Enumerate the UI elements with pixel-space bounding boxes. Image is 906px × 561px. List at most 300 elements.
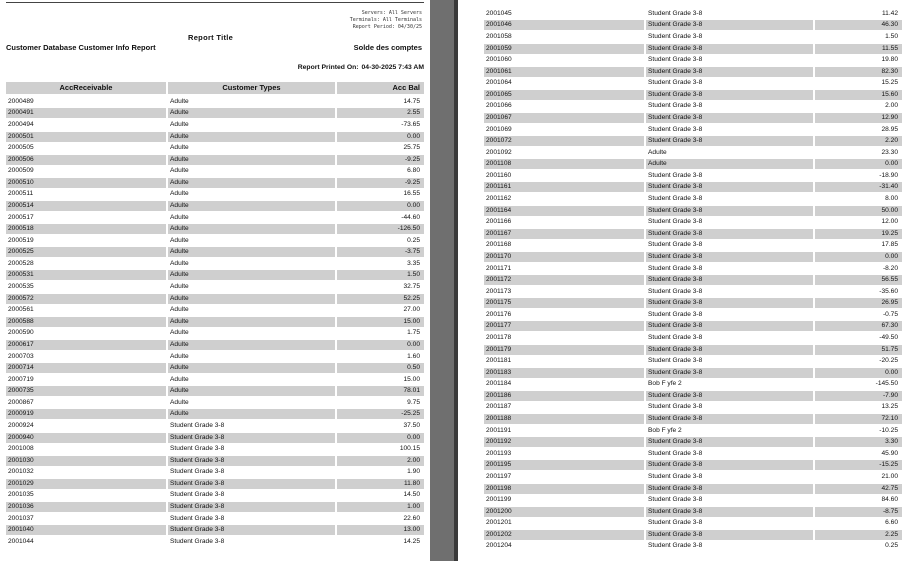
cell-acc-receivable: 2000509 [8,167,34,175]
cell-acc-balance: 17.85 [881,241,898,249]
cell-acc-receivable: 2000514 [6,201,166,211]
table-row [6,142,424,154]
table-row [6,258,424,270]
table-row [6,490,424,502]
table-row [6,200,424,212]
table-row [6,235,424,247]
cell-customer-type: Student Grade 3-8 [648,333,703,341]
cell-acc-receivable: 2001184 [486,380,512,388]
table-row [484,240,902,252]
table-row [484,286,902,298]
cell-customer-type: Adulte [170,352,189,360]
table-header [6,82,424,94]
table-row [6,467,424,479]
cell-acc-receivable: 2001187 [486,403,512,411]
cell-acc-receivable: 2000525 [6,247,166,257]
cell-acc-balance: -49.50 [879,333,898,341]
cell-acc-balance: 0.25 [885,542,898,550]
column-header-acc-bal: Acc Bal [337,82,424,94]
cell-acc-balance: 2.55 [337,108,424,118]
table-row [484,228,902,240]
cell-acc-balance: 3.30 [815,437,902,447]
cell-acc-receivable: 2001037 [8,514,34,522]
cell-acc-balance: 2.25 [815,530,902,540]
cell-customer-type: Student Grade 3-8 [646,298,813,308]
cell-acc-balance: 52.25 [337,294,424,304]
cell-customer-type: Adulte [168,363,335,373]
cell-acc-balance: -73.65 [401,120,420,128]
cell-acc-receivable: 2001197 [486,472,512,480]
cell-acc-receivable: 2001035 [8,491,34,499]
cell-acc-balance: 50.00 [815,206,902,216]
cell-acc-receivable: 2000528 [8,259,34,267]
cell-customer-type: Student Grade 3-8 [646,414,813,424]
table-body-right [484,8,902,552]
cell-customer-type: Adulte [168,247,335,257]
cell-customer-type: Student Grade 3-8 [648,264,703,272]
cell-acc-balance: 25.75 [403,144,420,152]
cell-acc-balance: 0.25 [407,236,420,244]
table-row [484,43,902,55]
table-row [6,304,424,316]
cell-acc-receivable: 2001186 [484,391,644,401]
table-row [484,541,902,553]
table-row [484,517,902,529]
table-row [484,193,902,205]
cell-acc-receivable: 2001167 [484,229,644,239]
cell-acc-receivable: 2001030 [6,456,166,466]
cell-acc-receivable: 2000518 [6,224,166,234]
cell-customer-type: Adulte [168,201,335,211]
cell-customer-type: Student Grade 3-8 [646,437,813,447]
cell-acc-receivable: 2001181 [486,357,512,365]
cell-customer-type: Student Grade 3-8 [648,125,703,133]
table-body-left [6,96,424,548]
cell-customer-type: Student Grade 3-8 [646,484,813,494]
cell-customer-type: Student Grade 3-8 [646,67,813,77]
cell-acc-balance: 6.80 [407,167,420,175]
cell-acc-receivable: 2000735 [6,386,166,396]
cell-acc-balance: 1.60 [407,352,420,360]
table-row [484,297,902,309]
cell-customer-type: Student Grade 3-8 [646,275,813,285]
cell-acc-receivable: 2000588 [6,317,166,327]
table-row [484,77,902,89]
table-row [6,281,424,293]
cell-acc-balance: 28.95 [881,125,898,133]
table-row [6,501,424,513]
cell-acc-receivable: 2001045 [486,9,512,17]
cell-acc-balance: 27.00 [403,306,420,314]
table-row [484,529,902,541]
cell-acc-receivable: 2000510 [6,178,166,188]
cell-acc-balance: -126.50 [337,224,424,234]
table-row [484,506,902,518]
cell-acc-receivable: 2000714 [6,363,166,373]
cell-acc-balance: 9.75 [407,398,420,406]
table-row [484,321,902,333]
cell-customer-type: Student Grade 3-8 [168,502,335,512]
cell-customer-type: Student Grade 3-8 [648,32,703,40]
cell-acc-balance: 15.00 [337,317,424,327]
cell-acc-balance: 14.75 [403,97,420,105]
cell-acc-receivable: 2000519 [8,236,34,244]
table-row [6,131,424,143]
table-row [484,494,902,506]
meta-terminals: Terminals: All Terminals [349,17,422,23]
cell-acc-receivable: 2000590 [8,329,34,337]
cell-acc-balance: 19.25 [815,229,902,239]
cell-acc-balance: 1.50 [337,270,424,280]
cell-acc-receivable: 2000719 [8,375,34,383]
cell-acc-receivable: 2001067 [484,113,644,123]
cell-acc-balance: 1.90 [407,468,420,476]
cell-customer-type: Student Grade 3-8 [648,357,703,365]
cell-customer-type: Student Grade 3-8 [168,479,335,489]
cell-customer-type: Student Grade 3-8 [168,456,335,466]
cell-customer-type: Student Grade 3-8 [646,507,813,517]
cell-customer-type: Student Grade 3-8 [648,195,703,203]
cell-acc-receivable: 2000940 [6,433,166,443]
cell-acc-receivable: 2000494 [8,120,34,128]
cell-acc-receivable: 2000924 [8,421,34,429]
cell-acc-balance: -31.40 [815,182,902,192]
cell-customer-type: Adulte [170,144,189,152]
cell-acc-receivable: 2001066 [486,102,512,110]
cell-acc-receivable: 2001029 [6,479,166,489]
cell-acc-balance: 0.00 [815,368,902,378]
cell-acc-balance: 15.60 [815,90,902,100]
cell-acc-receivable: 2001059 [484,44,644,54]
cell-acc-balance: 51.75 [815,345,902,355]
cell-acc-balance: 78.01 [337,386,424,396]
cell-acc-receivable: 2001176 [486,310,512,318]
cell-customer-type: Student Grade 3-8 [648,403,703,411]
cell-acc-receivable: 2001065 [484,90,644,100]
page-gutter [430,0,458,561]
cell-acc-balance: 11.80 [337,479,424,489]
cell-acc-receivable: 2001160 [486,171,512,179]
cell-customer-type: Adulte [168,270,335,280]
cell-acc-receivable: 2001032 [8,468,34,476]
cell-acc-balance: 84.60 [881,496,898,504]
cell-customer-type: Student Grade 3-8 [646,460,813,470]
table-row [6,409,424,421]
table-row [6,362,424,374]
cell-acc-balance: 37.50 [403,421,420,429]
table-row [6,351,424,363]
cell-customer-type: Student Grade 3-8 [646,136,813,146]
cell-acc-balance: -145.50 [875,380,898,388]
table-row [6,177,424,189]
cell-acc-balance: -15.25 [815,460,902,470]
cell-customer-type: Student Grade 3-8 [648,9,703,17]
cell-acc-receivable: 2001168 [486,241,512,249]
table-row [484,471,902,483]
table-row [6,397,424,409]
cell-customer-type: Student Grade 3-8 [648,241,703,249]
table-row [6,316,424,328]
cell-acc-balance: 1.00 [337,502,424,512]
cell-acc-receivable: 2001040 [6,525,166,535]
report-meta [350,10,422,31]
cell-acc-receivable: 2001162 [486,195,512,203]
cell-customer-type: Student Grade 3-8 [648,287,703,295]
table-row [484,402,902,414]
table-row [484,182,902,194]
cell-customer-type: Adulte [168,224,335,234]
table-row [6,96,424,108]
cell-customer-type: Student Grade 3-8 [646,44,813,54]
table-row [484,170,902,182]
cell-customer-type: Adulte [170,97,189,105]
table-row [6,385,424,397]
cell-acc-receivable: 2000505 [8,144,34,152]
table-row [484,309,902,321]
cell-acc-balance: 8.00 [885,195,898,203]
cell-customer-type: Adulte [168,409,335,419]
cell-customer-type: Student Grade 3-8 [646,90,813,100]
cell-customer-type: Adulte [168,155,335,165]
cell-acc-receivable: 2000517 [8,213,34,221]
table-row [484,425,902,437]
cell-acc-balance: -25.25 [337,409,424,419]
cell-acc-balance: 14.50 [403,491,420,499]
cell-acc-balance: 82.30 [815,67,902,77]
cell-acc-receivable: 2001173 [486,287,512,295]
cell-acc-balance: 0.00 [337,132,424,142]
cell-acc-balance: 11.42 [881,9,898,17]
table-row [6,432,424,444]
table-row [6,374,424,386]
cell-acc-balance: 67.30 [815,321,902,331]
meta-servers: Servers: All Servers [361,10,422,16]
table-row [6,513,424,525]
cell-acc-receivable: 2001193 [486,449,512,457]
table-row [484,124,902,136]
table-row [484,436,902,448]
table-row [6,524,424,536]
meta-period: Report Period: 04/30/25 [352,24,422,30]
cell-acc-receivable: 2001046 [484,20,644,30]
column-header-accreceivable: AccReceivable [6,82,166,94]
table-row [484,274,902,286]
cell-acc-receivable: 2000572 [6,294,166,304]
cell-acc-receivable: 2001204 [486,542,512,550]
cell-acc-balance: 14.25 [403,537,420,545]
cell-acc-receivable: 2001092 [486,148,512,156]
cell-acc-receivable: 2001191 [486,426,512,434]
cell-acc-balance: 56.55 [815,275,902,285]
cell-acc-receivable: 2001175 [484,298,644,308]
table-row [484,135,902,147]
cell-acc-balance: -3.75 [337,247,424,257]
cell-customer-type: Student Grade 3-8 [648,171,703,179]
cell-customer-type: Adulte [170,375,189,383]
table-row [6,165,424,177]
cell-acc-receivable: 2001192 [484,437,644,447]
cell-acc-receivable: 2001171 [486,264,512,272]
cell-customer-type: Student Grade 3-8 [646,20,813,30]
cell-customer-type: Student Grade 3-8 [170,468,225,476]
cell-acc-balance: 72.10 [815,414,902,424]
cell-customer-type: Adulte [170,329,189,337]
cell-acc-balance: 3.35 [407,259,420,267]
cell-acc-balance: 42.75 [815,484,902,494]
cell-customer-type: Adulte [168,386,335,396]
table-row [484,147,902,159]
cell-acc-receivable: 2000617 [6,340,166,350]
table-row [484,101,902,113]
cell-customer-type: Student Grade 3-8 [646,321,813,331]
cell-customer-type: Student Grade 3-8 [646,368,813,378]
cell-acc-balance: -35.60 [879,287,898,295]
cell-customer-type: Student Grade 3-8 [648,79,703,87]
cell-acc-balance: 12.00 [881,218,898,226]
cell-customer-type: Student Grade 3-8 [646,345,813,355]
table-row [484,66,902,78]
top-rule [6,2,424,3]
table-row [6,328,424,340]
cell-acc-balance: 11.55 [815,44,902,54]
cell-acc-balance: 2.20 [815,136,902,146]
cell-customer-type: Adulte [170,398,189,406]
table-row [484,390,902,402]
cell-acc-receivable: 2001069 [486,125,512,133]
cell-customer-type: Student Grade 3-8 [170,421,225,429]
cell-customer-type: Student Grade 3-8 [648,542,703,550]
cell-customer-type: Adulte [646,159,813,169]
cell-acc-receivable: 2001198 [484,484,644,494]
table-row [484,379,902,391]
cell-acc-receivable: 2001058 [486,32,512,40]
cell-customer-type: Student Grade 3-8 [648,56,703,64]
report-name: Customer Database Customer Info Report [6,43,156,52]
printed-on-label: Report Printed On: [297,64,359,71]
table-row [6,270,424,282]
table-row [6,339,424,351]
cell-acc-receivable: 2001172 [484,275,644,285]
cell-acc-receivable: 2001179 [484,345,644,355]
cell-acc-receivable: 2001164 [484,206,644,216]
cell-acc-receivable: 2001044 [8,537,34,545]
cell-customer-type: Student Grade 3-8 [646,206,813,216]
cell-customer-type: Student Grade 3-8 [646,530,813,540]
table-row [484,216,902,228]
cell-acc-balance: 2.00 [885,102,898,110]
table-row [6,478,424,490]
cell-acc-receivable: 2001199 [486,496,512,504]
cell-acc-balance: 0.00 [815,252,902,262]
cell-acc-balance: 1.50 [885,32,898,40]
cell-acc-receivable: 2000491 [6,108,166,118]
cell-acc-receivable: 2000501 [6,132,166,142]
cell-acc-receivable: 2001201 [486,519,512,527]
cell-customer-type: Adulte [170,259,189,267]
cell-customer-type: Adulte [168,108,335,118]
cell-acc-balance: 16.55 [403,190,420,198]
table-row [6,443,424,455]
table-row [6,223,424,235]
cell-acc-balance: -10.25 [879,426,898,434]
cell-acc-receivable: 2001188 [484,414,644,424]
cell-acc-balance: -7.90 [815,391,902,401]
cell-acc-receivable: 2001178 [486,333,512,341]
cell-acc-balance: -8.20 [882,264,898,272]
table-row [6,189,424,201]
table-row [484,31,902,43]
cell-acc-receivable: 2000531 [6,270,166,280]
cell-acc-balance: 46.30 [815,20,902,30]
table-row [484,332,902,344]
cell-acc-receivable: 2001060 [486,56,512,64]
cell-acc-balance: 0.50 [337,363,424,373]
cell-acc-receivable: 2001200 [484,507,644,517]
cell-acc-balance: 19.80 [881,56,898,64]
cell-customer-type: Student Grade 3-8 [168,525,335,535]
cell-customer-type: Student Grade 3-8 [646,182,813,192]
cell-customer-type: Student Grade 3-8 [648,102,703,110]
cell-acc-balance: -44.60 [401,213,420,221]
table-row [484,263,902,275]
cell-acc-receivable: 2000703 [8,352,34,360]
cell-acc-balance: 45.90 [881,449,898,457]
cell-customer-type: Student Grade 3-8 [646,391,813,401]
cell-acc-balance: 12.90 [815,113,902,123]
cell-acc-balance: 2.00 [337,456,424,466]
cell-acc-receivable: 2000867 [8,398,34,406]
cell-acc-receivable: 2001202 [484,530,644,540]
report-page-1 [0,0,430,561]
cell-acc-receivable: 2000489 [8,97,34,105]
cell-customer-type: Bob F yfe 2 [648,426,682,434]
cell-acc-receivable: 2001195 [484,460,644,470]
cell-customer-type: Student Grade 3-8 [646,252,813,262]
cell-customer-type: Student Grade 3-8 [170,491,225,499]
table-row [484,367,902,379]
table-row [484,89,902,101]
table-row [484,112,902,124]
cell-customer-type: Adulte [170,167,189,175]
cell-acc-balance: 0.00 [337,201,424,211]
cell-customer-type: Adulte [648,148,667,156]
cell-customer-type: Adulte [168,178,335,188]
cell-customer-type: Adulte [168,340,335,350]
table-row [6,293,424,305]
cell-customer-type: Student Grade 3-8 [648,310,703,318]
cell-acc-receivable: 2001166 [486,218,512,226]
cell-acc-receivable: 2001183 [484,368,644,378]
table-row [6,455,424,467]
table-row [6,247,424,259]
cell-customer-type: Student Grade 3-8 [648,449,703,457]
table-row [6,420,424,432]
cell-acc-balance: 21.00 [881,472,898,480]
cell-acc-receivable: 2000511 [8,190,34,198]
cell-acc-receivable: 2001177 [484,321,644,331]
table-row [6,119,424,131]
cell-acc-balance: -20.25 [879,357,898,365]
cell-acc-balance: 22.60 [403,514,420,522]
cell-acc-receivable: 2001072 [484,136,644,146]
table-row [484,460,902,472]
cell-customer-type: Student Grade 3-8 [168,433,335,443]
cell-acc-receivable: 2000919 [6,409,166,419]
cell-acc-balance: 13.25 [881,403,898,411]
cell-customer-type: Student Grade 3-8 [646,113,813,123]
cell-customer-type: Student Grade 3-8 [170,537,225,545]
table-row [484,205,902,217]
